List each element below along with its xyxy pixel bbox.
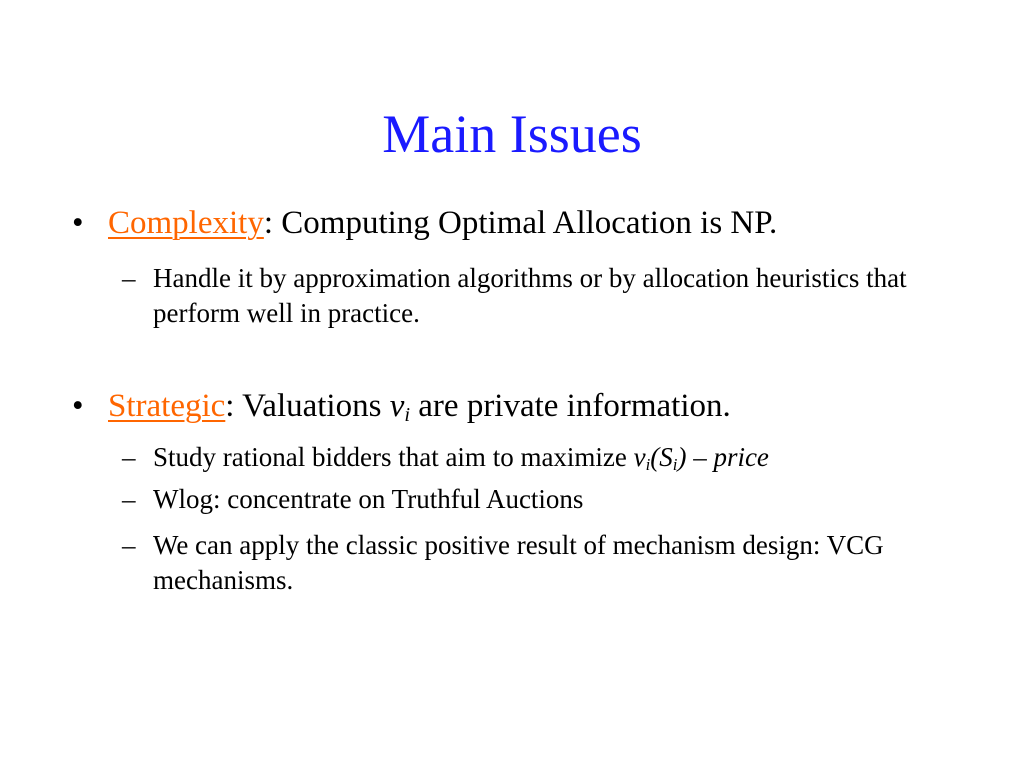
- math-v: v: [633, 442, 646, 472]
- sub-bullet-text: Wlog: concentrate on Truthful Auctions: [153, 484, 584, 514]
- bullet-text-after: are private information.: [410, 388, 731, 424]
- math-subscript-i: i: [672, 455, 678, 475]
- math-rest: ) – price: [677, 442, 769, 472]
- sub-bullet-text: We can apply the classic positive result of mechanism design: VCG mechanisms.: [153, 530, 884, 595]
- keyword-strategic: Strategic: [108, 388, 226, 424]
- sub-bullet-marker: –: [122, 263, 136, 293]
- bullet-marker: •: [72, 205, 84, 241]
- bullet-content: [108, 201, 777, 245]
- sub-bullet-marker: –: [122, 530, 136, 560]
- bullet-content: [108, 384, 731, 428]
- sub-bullet-marker: –: [122, 442, 136, 472]
- math-open-paren: (: [650, 442, 660, 472]
- sub-bullet-text: [153, 440, 933, 475]
- sub-bullet-text: Handle it by approximation algorithms or by allocation heuristics that perform well in practice.: [153, 263, 907, 328]
- sub-bullet-marker: –: [122, 484, 136, 514]
- keyword-complexity: Complexity: [108, 205, 264, 241]
- bullet-text-before: : Valuations: [225, 388, 390, 424]
- math-subscript-i: i: [404, 404, 411, 427]
- bullet-marker: •: [72, 388, 84, 424]
- sub-bullet-plain: Study rational bidders that aim to maximize: [153, 442, 634, 472]
- bullet-text: : Computing Optimal Allocation is NP.: [263, 205, 778, 241]
- math-subscript-i: i: [645, 455, 651, 475]
- slide-title: Main Issues: [382, 104, 642, 164]
- math-v: v: [389, 388, 405, 424]
- math-S: S: [659, 442, 673, 472]
